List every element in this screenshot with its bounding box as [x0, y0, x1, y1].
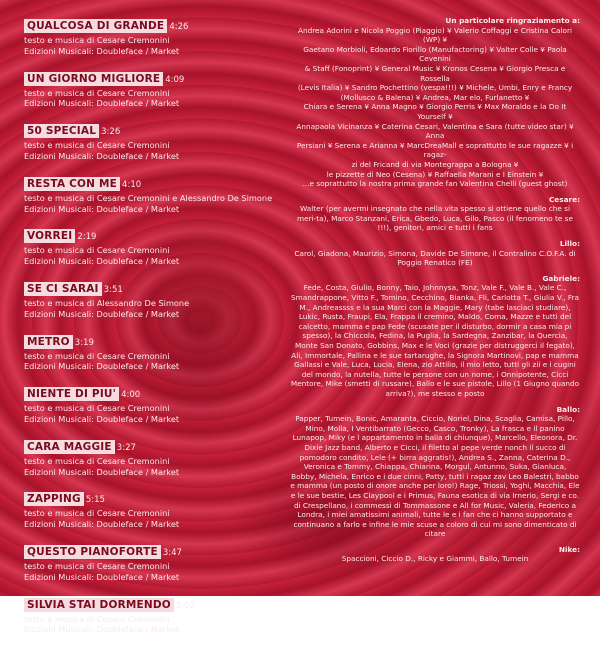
track-publisher: Edizioni Musicali: Doubleface / Market [24, 45, 180, 56]
track-publisher: Edizioni Musicali: Doubleface / Market [24, 571, 180, 582]
thanks-line: ...e soprattutto la nostra prima grande fan Valentina Chelli (guest ghost) [302, 179, 568, 189]
track-title: NIENTE DI PIU' [24, 387, 119, 401]
track-publisher: Edizioni Musicali: Doubleface / Market [24, 361, 180, 372]
thanks-line: zi del Fricand di via Montegrappa a Bologna ¥ [351, 159, 519, 169]
section-text: Papper, Tumein, Bonic, Amaranta, Ciccio, Noriel, Dina, Scaglia, Camisa, Pillo, Mino, Molla, I Ventibarrato (Gecco, Casco, Tronky), La frasca e il panino Lunapop, Miky (e l appartamento in balia di chiunque), Marcello, Eleonora, Dr. Dixie Jazz band, Alberto e Cicci, il filetto al pepe verde nonch il succo di pomodoro condito, Lele (+ birra aggratis!), Andrea S., Zanna, Caterina D., Veronica e Tommy, Chiappa, Chiarina, Morgul, Antunno, Suka, Gianluca, Bobby, Michela, Enrico e i due cinni, Patty, tutti i ragaz zav Leo Balestri, babbo e mamma (un posto di onore anche per loro!) Rage, Triossi, Yoghi, Macchia, Ele e le sue bestie, Les Claypool e i Primus, Fauna esotica di via Irnerio, Sergi e co. di Crespellano, i commessi di Tommassone e All for Music, Valeria, Federico a Londra, i miei amatissimi animali, tutte le e i fan che ci hanno supportato e continuano a farlo e infine le mie scuse a coloro di cui mi sono dimenticato di citare [290, 414, 580, 539]
track-title: SE CI SARAI [24, 282, 102, 296]
track-duration: 5:15 [85, 495, 105, 506]
track-publisher: Edizioni Musicali: Doubleface / Market [24, 519, 180, 530]
track-publisher: Edizioni Musicali: Doubleface / Market [24, 624, 180, 635]
track-title: 50 SPECIAL [24, 124, 99, 138]
track-item [24, 435, 284, 478]
track-credits: testo e musica di Cesare Cremonini [24, 140, 170, 151]
track-duration: 5:02 [175, 600, 195, 611]
thanks-line: le pizzette di Neo (Cesena) ¥ Raffaella Marani e I Einstein ¥ [326, 169, 544, 179]
thanks-line: (Levis Italia) ¥ Sandro Pochettino (vespa!!!) ¥ Michele, Umbi, Enry e Francy [297, 83, 573, 93]
thanks-line: & Staff (Fonoprint) ¥ General Music ¥ Kronos Cesena ¥ Giorgio Presca e Rossella [304, 63, 566, 83]
sections [290, 195, 580, 564]
track-item [24, 277, 284, 320]
track-item [24, 382, 284, 425]
track-item [24, 224, 284, 267]
track-item [24, 14, 284, 57]
thanks-heading: Un particolare ringraziamento a: [445, 16, 580, 25]
track-credits: testo e musica di Cesare Cremonini [24, 508, 170, 519]
track-credits: testo e musica di Cesare Cremonini [24, 560, 170, 571]
track-item [24, 172, 284, 215]
track-duration: 3:47 [162, 547, 182, 558]
track-title: RESTA CON ME [24, 177, 120, 191]
track-credits: testo e musica di Cesare Cremonini [24, 455, 170, 466]
track-duration: 4:09 [165, 74, 185, 85]
section-heading: Lillo: [559, 239, 580, 249]
thanks-line: (Mollusco & Balena) ¥ Andrea, Mar elo, Furlanetto ¥ [340, 92, 530, 102]
track-duration: 2:19 [77, 232, 97, 243]
track-item [24, 540, 284, 583]
track-credits: testo e musica di Cesare Cremonini [24, 245, 170, 256]
track-title: ZAPPING [24, 492, 84, 506]
track-title: METRO [24, 335, 73, 349]
track-duration: 3:27 [116, 442, 136, 453]
track-duration: 3:51 [103, 284, 123, 295]
section-heading: Nike: [558, 544, 580, 554]
thanks-line: Andrea Adorini e Nicola Poggio (Piaggio) ¥ Valerio Coffaggi e Cristina Calori (WP) ¥ [297, 25, 573, 45]
track-duration: 4:26 [169, 22, 189, 32]
section-text: Fede, Costa, Giulio, Bonny, Taio, Johnnysa, Tonz, Vale F., Vale B., Vale C., Smandrappone, Vitto F., Tomino, Cecchino, Bianka, Fli, Carlotta T., Giulia V., Fra M., Andreassss e la sua Marci con la Maggie, Mary (tabe lasciaci studiare), Lukic, Rusta, Fraupi, Ela, Frappa il cremino, Maldo, Coma, Mazze e tutti del calcetto, mamma e pap Fede (scusate per il disturbo, dormir a casa mia pi spesso), la Chiccola, Fedina, la Puglia, la Sardegna, Zanzibar, la Quercia, Monte San Donato, Gobbins, Max e le Voci (grazie per distruggerci il fegato), Ali, Immortale, Pallina e le sue tartarughe, la Signora Martinovi, pap e mamma Gallassi e Vale, Luca, Lucia, Elena, zio Attilio, il mio letto, tutti gli zii e i cugini del mondo, la nutella, tutte le persone con un nome, i Onnipotente, Cicci Mentore, Mike (smetti di russare), Ballo e le sue pistole, Lillo (1 Giugno quando arriva?), me stesso e posto [290, 283, 580, 398]
track-publisher: Edizioni Musicali: Doubleface / Market [24, 413, 180, 424]
track-publisher: Edizioni Musicali: Doubleface / Market [24, 98, 180, 109]
thanks-line: Chiara e Serena ¥ Anna Magno ¥ Giorgio Perris ¥ Max Moraldo e la Do It Yourself ¥ [303, 102, 567, 121]
track-credits: testo e musica di Cesare Cremonini [24, 350, 170, 361]
track-credits: testo e musica di Cesare Cremonini [24, 35, 170, 45]
track-credits: testo e musica di Cesare Cremonini [24, 403, 170, 414]
track-credits: testo e musica di Cesare Cremonini [24, 87, 170, 98]
track-publisher: Edizioni Musicali: Doubleface / Market [24, 256, 180, 267]
section-text: Carol, Giadona, Maurizio, Simona, Davide De Simone, il Contralino C.O.F.A. di Poggio Renatico (FE) [294, 248, 576, 268]
track-title: QUALCOSA DI GRANDE [24, 19, 167, 33]
track-item [24, 593, 284, 636]
section-heading: Cesare: [548, 194, 580, 204]
thanks-line: Annapaola Vicinanza ¥ Caterina Cesari, Valentina e Sara (tutte video star) ¥ Anna [296, 121, 574, 141]
track-title: UN GIORNO MIGLIORE [24, 72, 163, 86]
track-item [24, 67, 284, 110]
track-credits: testo e musica di Cesare Cremonini e Alessandro De Simone [24, 192, 273, 203]
thanks-body [290, 26, 580, 189]
section-heading: Ballo: [556, 404, 580, 414]
acknowledgements [290, 16, 580, 564]
track-title: VORREI [24, 229, 75, 243]
track-title: CARA MAGGIE [24, 440, 115, 454]
track-duration: 4:10 [122, 179, 142, 190]
track-item [24, 119, 284, 162]
track-publisher: Edizioni Musicali: Doubleface / Market [24, 466, 180, 477]
track-publisher: Edizioni Musicali: Doubleface / Market [24, 150, 180, 161]
track-item [24, 330, 284, 373]
section-text: Walter (per avermi insegnato che nella vita spesso si ottiene quello che si meri-ta), Marco Stanzani, Erica, Gbedo, Luca, Gilo, Pasco (il fenomeno te se !!!), genitori, amici e tutti i fans [297, 204, 573, 233]
section-text: Spaccioni, Ciccio D., Ricky e Giammi, Ballo, Tumein [341, 554, 529, 564]
track-title: SILVIA STAI DORMENDO [24, 598, 174, 612]
thanks-line: Persiani ¥ Serena e Arianna ¥ MarcDreaMall e soprattutto le sue ragazze ¥ i ragaz- [296, 140, 574, 160]
track-duration: 3:26 [101, 127, 121, 138]
section-heading: Gabriele: [542, 273, 580, 283]
track-duration: 4:00 [121, 390, 141, 401]
track-credits: testo e musica di Cesare Cremonini [24, 613, 170, 624]
track-title: QUESTO PIANOFORTE [24, 545, 161, 559]
thanks-line: Gaetano Morbioli, Edoardo Fiorillo (Manufactoring) ¥ Valter Colle ¥ Paola Cevenini [303, 44, 567, 64]
track-credits: testo e musica di Alessandro De Simone [24, 297, 190, 308]
track-publisher: Edizioni Musicali: Doubleface / Market [24, 203, 180, 214]
tracklist [24, 14, 284, 645]
track-publisher: Edizioni Musicali: Doubleface / Market [24, 308, 180, 319]
track-item [24, 487, 284, 530]
track-duration: 3:19 [74, 337, 94, 348]
